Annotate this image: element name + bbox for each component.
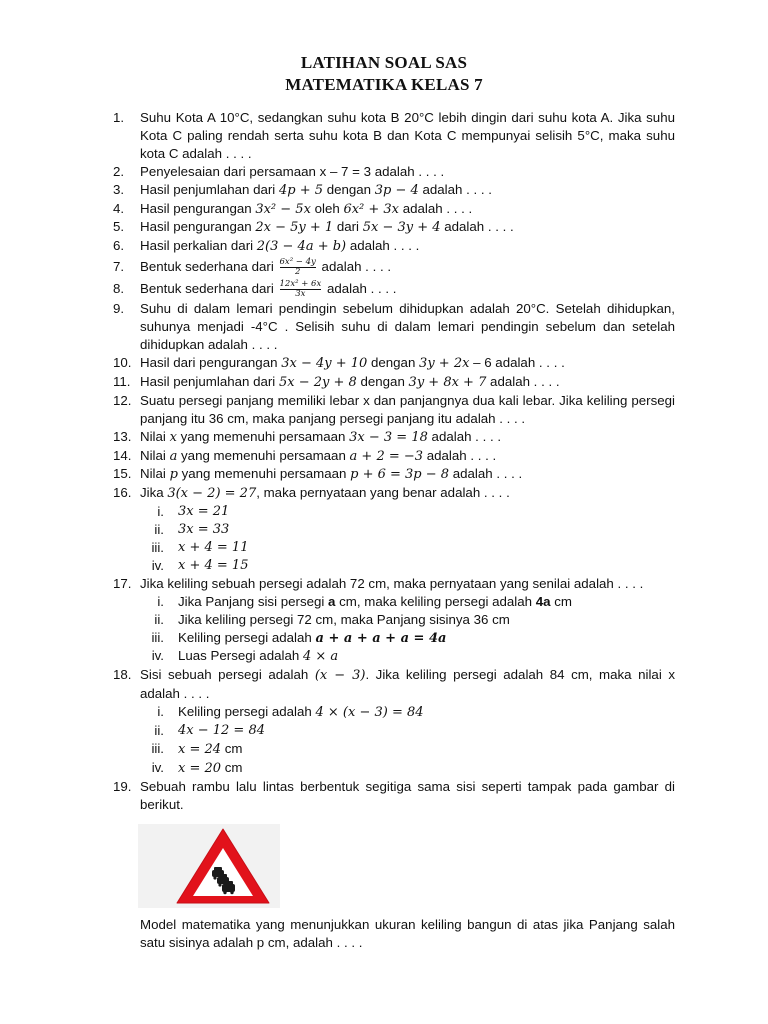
option-17-i: i. Jika Panjang sisi persegi a cm, maka keliling persegi adalah 4a cm bbox=[157, 593, 572, 609]
question-19: 19. Sebuah rambu lalu lintas berbentuk segitiga sama sisi seperti tampak pada gambar di berikut. bbox=[113, 778, 675, 812]
option-16-i: i. 3x = 21 bbox=[157, 504, 230, 520]
option-17-iv: iv. Luas Persegi adalah 4 × a bbox=[151, 648, 339, 665]
fraction: $\frac{\text{6x² − 4y}}{2}$ bbox=[279, 257, 316, 278]
traffic-warning-sign-icon bbox=[138, 824, 280, 908]
page-title: LATIHAN SOAL SAS bbox=[300, 53, 468, 72]
question-8: 8. Bentuk sederhana dari $\frac{\text{12x² + 6x}}{3x}$ adalah . . . . bbox=[113, 279, 397, 300]
question-4: 4. Hasil pengurangan 3x² − 5x oleh 6x² + 3x adalah . . . . bbox=[113, 200, 473, 217]
question-17: 17. Jika keliling sebuah persegi adalah 72 cm, maka pernyataan yang senilai adalah . . . . bbox=[113, 575, 644, 591]
option-17-iii: iii. Keliling persegi adalah a + a + a + a = 4a bbox=[151, 629, 447, 646]
page-subtitle: MATEMATIKA KELAS 7 bbox=[285, 75, 483, 94]
option-18-i: i. Keliling persegi adalah 4 × (x − 3) = 84 bbox=[157, 704, 424, 721]
question-5: 5. Hasil pengurangan 2x − 5y + 1 dari 5x − 3y + 4 adalah . . . . bbox=[113, 219, 514, 236]
question-3: 3. Hasil penjumlahan dari 4p + 5 dengan 3p − 4 adalah . . . . bbox=[113, 181, 492, 198]
question-13: 13. Nilai x yang memenuhi persamaan 3x − 3 = 18 adalah . . . . bbox=[113, 428, 502, 445]
question-11: 11. Hasil penjumlahan dari 5x − 2y + 8 dengan 3y + 8x + 7 adalah . . . . bbox=[113, 373, 560, 390]
question-1: 1. Suhu Kota A 10°C, sedangkan suhu kota B 20°C lebih dingin dari suhu kota A. Jika suhu Kota C paling rendah serta suhu kota B dan Kota C mempunyai selisih 5°C, maka suhu kota C adalah . . . . bbox=[113, 110, 675, 161]
question-12: 12. Suatu persegi panjang memiliki lebar x dan panjangnya dua kali lebar. Jika keliling persegi panjang itu 36 cm, maka panjang persegi panjang itu adalah . . . . bbox=[113, 392, 675, 426]
question-14: 14. Nilai a yang memenuhi persamaan a + 2 = −3 adalah . . . . bbox=[113, 447, 497, 464]
option-18-iv: iv. x = 20 cm bbox=[151, 759, 243, 776]
question-16: 16. Jika 3(x − 2) = 27, maka pernyataan yang benar adalah . . . . bbox=[113, 485, 510, 502]
question-2: 2. Penyelesaian dari persamaan x – 7 = 3 adalah . . . . bbox=[113, 163, 445, 179]
option-18-iii: iii. x = 24 cm bbox=[151, 741, 243, 757]
option-16-iii: iii. x + 4 = 11 bbox=[151, 540, 249, 556]
question-15: 15. Nilai p yang memenuhi persamaan p + 6 = 3p − 8 adalah . . . . bbox=[113, 466, 523, 483]
question-10: 10. Hasil dari pengurangan 3x − 4y + 10 dengan 3y + 2x – 6 adalah . . . . bbox=[113, 354, 565, 371]
question-list bbox=[113, 109, 675, 951]
fraction: $\frac{\text{12x² + 6x}}{3x}$ bbox=[279, 279, 322, 300]
option-17-ii: ii. Jika keliling persegi 72 cm, maka Panjang sisinya 36 cm bbox=[154, 611, 510, 627]
question-18: 18. Sisi sebuah persegi adalah (x − 3). Jika keliling persegi adalah 84 cm, maka nilai x adalah . . . . bbox=[113, 667, 675, 702]
question-7: 7. Bentuk sederhana dari $\frac{\text{6x² − 4y}}{2}$ adalah . . . . bbox=[113, 257, 392, 278]
question-6: 6. Hasil perkalian dari 2(3 − 4a + b) adalah . . . . bbox=[113, 238, 420, 255]
option-16-ii: ii. 3x = 33 bbox=[154, 522, 230, 538]
option-18-ii: ii. 4x − 12 = 84 bbox=[154, 723, 266, 739]
question-9: 9. Suhu di dalam lemari pendingin sebelum dihidupkan adalah 20°C. Setelah dihidupkan, suhunya menjadi -4°C . Selisih suhu di dalam lemari pendingin sebelum dan setelah dihidupkan adalah . . . . bbox=[113, 301, 675, 353]
option-16-iv: iv. x + 4 = 15 bbox=[151, 557, 249, 573]
question-19-continuation: Model matematika yang menunjukkan ukuran keliling bangun di atas jika Panjang salah satu sisinya adalah p cm, adalah . . . . bbox=[140, 916, 675, 950]
